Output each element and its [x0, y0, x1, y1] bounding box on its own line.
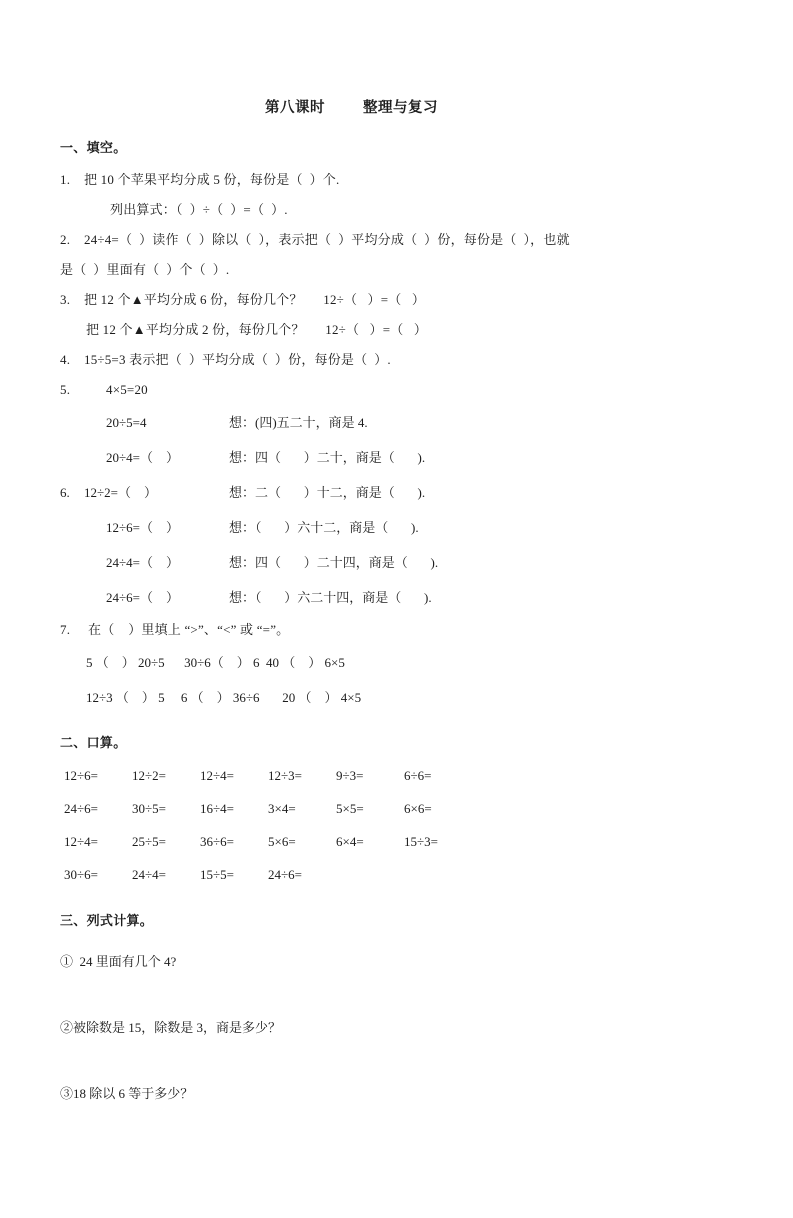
question-6-row-4	[60, 587, 733, 606]
oral-cell: 5×6=	[268, 834, 296, 849]
oral-cell: 30÷6=	[64, 867, 98, 882]
question-6-row-4-think: 想：（ ）六二十四，商是（ ).	[229, 590, 432, 605]
question-6-row-2-think: 想：（ ）六十二，商是（ ).	[229, 520, 419, 535]
question-6-row-1	[60, 482, 733, 501]
question-2-line2	[60, 263, 733, 276]
oral-cell: 5×5=	[336, 801, 364, 816]
oral-cell: 30÷5=	[132, 801, 166, 816]
question-6-row-1-expression: 12÷2=（ ）	[84, 485, 157, 500]
oral-row-4	[60, 867, 733, 883]
title-topic: 整理与复习	[363, 100, 438, 116]
question-3-number: 3.	[60, 292, 71, 307]
question-2-text-line2: 是（ ）里面有（ ）个（ ）.	[60, 262, 230, 277]
oral-cell: 12÷3=	[268, 768, 302, 783]
question-1-sub	[60, 203, 733, 216]
oral-cell: 12÷6=	[64, 768, 98, 783]
question-2-line1	[60, 233, 733, 246]
question-5-row-1	[60, 412, 733, 431]
question-3-text-line1: 把 12 个▲平均分成 6 份，每份几个？ 12÷（ ）=（ ）	[84, 292, 426, 307]
question-6-row-2-expression: 12÷6=（ ）	[106, 520, 179, 535]
word-problem-2: ②被除数是 15，除数是 3，商是多少？	[60, 1020, 282, 1035]
question-2-number: 2.	[60, 232, 71, 247]
question-5-row-2	[60, 447, 733, 466]
question-5-row-2-think: 想：四（ ）二十，商是（ ).	[229, 450, 426, 465]
question-1-sub-text: 列出算式：（ ）÷（ ）=（ ）.	[110, 202, 288, 217]
oral-cell: 6×4=	[336, 834, 364, 849]
oral-cell: 9÷3=	[336, 768, 364, 783]
oral-cell: 15÷5=	[200, 867, 234, 882]
oral-cell: 12÷2=	[132, 768, 166, 783]
question-6-row-1-think: 想：二（ ）十二，商是（ ).	[229, 485, 426, 500]
question-5-row-1-expression: 20÷5=4	[106, 415, 147, 430]
oral-cell: 24÷4=	[132, 867, 166, 882]
oral-cell: 36÷6=	[200, 834, 234, 849]
question-1-text: 把 10 个苹果平均分成 5 份，每份是（ ）个.	[84, 172, 340, 187]
oral-row-3	[60, 834, 733, 850]
oral-row-2	[60, 801, 733, 817]
word-problem-1: ① 24 里面有几个 4?	[60, 954, 177, 969]
question-5-number: 5.	[60, 382, 71, 397]
question-6-number: 6.	[60, 485, 70, 500]
question-7-row-1: 5 （ ） 20÷5 30÷6（ ） 6 40 （ ） 6×5	[86, 655, 345, 670]
oral-cell: 16÷4=	[200, 801, 234, 816]
oral-cell: 12÷4=	[64, 834, 98, 849]
question-4-number: 4.	[60, 352, 71, 367]
question-4-text: 15÷5=3 表示把（ ）平均分成（ ）份，每份是（ ）.	[84, 352, 391, 367]
question-6-row-2	[60, 517, 733, 536]
question-5-row-2-expression: 20÷4=（ ）	[106, 450, 179, 465]
oral-cell: 24÷6=	[64, 801, 98, 816]
oral-cell: 6÷6=	[404, 768, 432, 783]
question-6-row-3-think: 想：四（ ）二十四，商是（ ).	[229, 555, 439, 570]
page-title	[60, 96, 733, 117]
question-1-number: 1.	[60, 172, 71, 187]
question-7-prompt	[60, 623, 733, 636]
oral-cell: 24÷6=	[268, 867, 302, 882]
oral-cell: 12÷4=	[200, 768, 234, 783]
question-6-row-4-expression: 24÷6=（ ）	[106, 590, 179, 605]
question-2-text-line1: 24÷4=（ ）读作（ ）除以（ ），表示把（ ）平均分成（ ）份，每份是（ ），也就	[84, 232, 570, 247]
question-7-prompt-text: 在（ ）里填上 “>”、“<” 或 “=”。	[88, 622, 290, 637]
oral-cell: 25÷5=	[132, 834, 166, 849]
question-5-head	[60, 383, 733, 396]
worksheet-page	[0, 96, 793, 1218]
question-7-number: 7.	[60, 622, 71, 637]
oral-row-1	[60, 768, 733, 784]
oral-cell: 3×4=	[268, 801, 296, 816]
question-6-row-3	[60, 552, 733, 571]
question-3-line1	[60, 293, 733, 306]
question-7-row-2: 12÷3 （ ） 5 6 （ ） 36÷6 20 （ ） 4×5	[86, 690, 362, 705]
question-4	[60, 353, 733, 366]
question-5-expression: 4×5=20	[106, 382, 148, 397]
question-3-text-line2: 把 12 个▲平均分成 2 份，每份几个？ 12÷（ ）=（ ）	[86, 322, 428, 337]
question-6-row-3-expression: 24÷4=（ ）	[106, 555, 179, 570]
oral-cell: 15÷3=	[404, 834, 438, 849]
question-1	[60, 173, 733, 186]
question-5-row-1-think: 想：(四)五二十，商是 4.	[229, 415, 368, 430]
word-problem-3: ③18 除以 6 等于多少？	[60, 1086, 194, 1101]
section-heading-fill-in: 一、填空。	[60, 140, 127, 155]
oral-cell: 6×6=	[404, 801, 432, 816]
title-lesson: 第八课时	[265, 100, 325, 116]
question-3-line2	[60, 323, 733, 336]
section-heading-oral: 二、口算。	[60, 735, 127, 750]
section-heading-word-problems: 三、列式计算。	[60, 913, 154, 928]
